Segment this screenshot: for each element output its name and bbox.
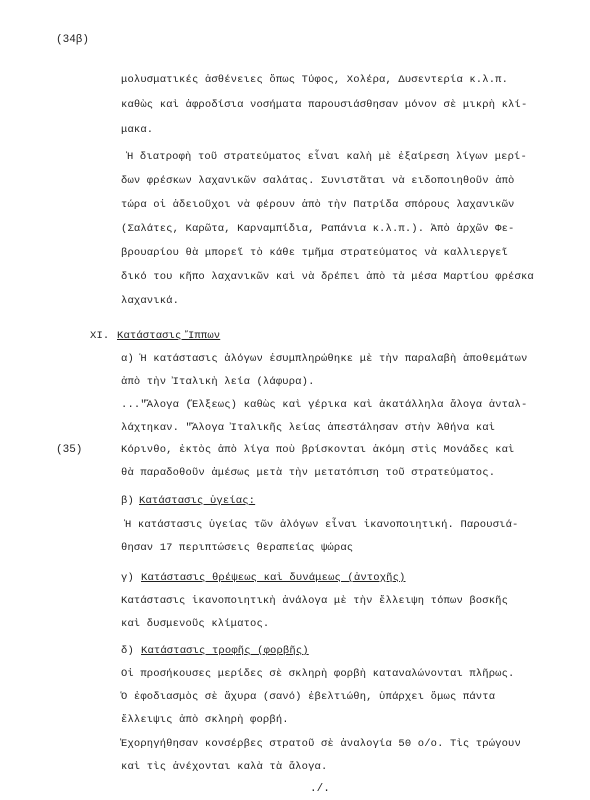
sub-a-line-5: Κόρινθο, ἐκτὸς ἀπὸ λίγα ποὺ βρίσκονται ἀκόμη στὶς Μονάδες καὶ [121, 444, 515, 456]
sub-d-line-1: Οἱ προσήκουσες μερίδες σὲ σκληρὴ φορβὴ καταναλώνονται πλῆρως. [121, 668, 515, 680]
sub-d-line-4: Ἐχορηγήθησαν κονσέρβες στρατοῦ σὲ ἀναλογία 50 ο/ο. Τὶς τρώγουν [121, 738, 521, 750]
para1-line-2: καθὼς καὶ ἀφροδίσια νοσήματα παρουσιάσθησαν μόνον σὲ μικρὴ κλί- [121, 99, 528, 111]
para2-line-6: δικό του κῆπο λαχανικῶν καὶ νὰ δρέπει ἀπὸ τὰ μέσα Μαρτίου φρέσκα [121, 271, 534, 283]
section-number: XI. [90, 330, 110, 342]
sub-b-label: β) [121, 495, 134, 507]
sub-d-label: δ) [121, 645, 134, 657]
sub-a-line-2: ἀπὸ τὴν Ἰταλικὴ λεία (λάφυρα). [121, 376, 315, 388]
para1-line-1: μολυσματικές ἀσθένειες ὅπως Τύφος, Χολέρα, Δυσεντερία κ.λ.π. [121, 74, 509, 86]
sub-c-line-1: Κατάστασις ἱκανοποιητικὴ ἀνάλογα μὲ τὴν ἔλλειψη τόπων βοσκῆς [121, 595, 509, 607]
para2-line-5: βρουαρίου θὰ μπορεῖ τὸ κάθε τμῆμα στρατεύματος νὰ καλλιεργεῖ [121, 247, 509, 259]
para2-line-3: τώρα οἱ ἀδειοῦχοι νὰ φέρουν ἀπὸ τὴν Πατρίδα σπόρους λαχανικῶν [121, 199, 515, 211]
sub-d-line-5: καὶ τὶς ἀνέχονται καλὰ τὰ ἄλογα. [121, 761, 328, 773]
para2-line-4: (Σαλάτες, Καρῶτα, Καρναμπίδια, Ραπάνια κ.λ.π.). Ἀπὸ ἀρχῶν Φε- [121, 223, 515, 235]
sub-b-line-1: Ἡ κατάστασις ὑγείας τῶν ἀλόγων εἶναι ἱκανοποιητική. Παρουσιά- [125, 519, 519, 531]
sub-b-title: Κατάστασις ὑγείας: [139, 495, 256, 507]
sub-a-line-3: ..."Ἄλογα (Ἕλξεως) καθὼς καὶ γέρικα καὶ ἀκατάλληλα ἄλογα ἀνταλ- [121, 399, 528, 411]
margin-number: (35) [56, 444, 83, 456]
sub-d-line-3: ἔλλειψις ἀπὸ σκληρὴ φορβή. [121, 714, 289, 726]
sub-d-title: Κατάστασις τροφῆς (φορβῆς) [141, 645, 309, 657]
sub-a-line-4: λάχτηκαν. "Ἄλογα Ἰταλικῆς λείας ἀπεστάλησαν στὴν Ἀθήνα καὶ [121, 422, 496, 434]
para2-line-1: Ἡ διατροφὴ τοῦ στρατεύματος εἶναι καλὴ μὲ ἐξαίρεση λίγων μερί- [127, 151, 527, 163]
sub-d-line-2: Ὁ ἐφοδιασμὸς σὲ ἄχυρα (σανό) ἐβελτιώθη, ὑπάρχει ὅμως πάντα [121, 691, 496, 703]
section-title: Κατάστασις Ἵππων [117, 330, 221, 342]
para2-line-7: λαχανικά. [121, 295, 180, 307]
sub-b-line-2: θησαν 17 περιπτώσεις θεραπείας ψώρας [121, 542, 354, 554]
continuation-mark: ./. [310, 783, 330, 795]
para1-line-3: μακα. [121, 124, 154, 136]
sub-c-title: Κατάστασις θρέψεως καὶ δυνάμεως (ἀντοχῆς) [141, 572, 406, 584]
para2-line-2: δων φρέσκων λαχανικῶν σαλάτας. Συνιστᾶται νὰ ειδοποιηθοῦν ἀπὸ [121, 175, 515, 187]
sub-c-line-2: καὶ δυσμενοῦς κλίματος. [121, 618, 270, 630]
sub-a-line-1: α) Ἡ κατάστασις ἀλόγων ἐσυμπληρώθηκε μὲ τὴν παραλαβὴ ἀποθεμάτων [121, 353, 528, 365]
sub-a-line-6: θὰ παραδοθοῦν ἀμέσως μετὰ τὴν μετατόπιση τοῦ στρατεύματος. [121, 467, 496, 479]
sub-c-label: γ) [121, 572, 134, 584]
page-number-top: (34β) [56, 34, 90, 46]
